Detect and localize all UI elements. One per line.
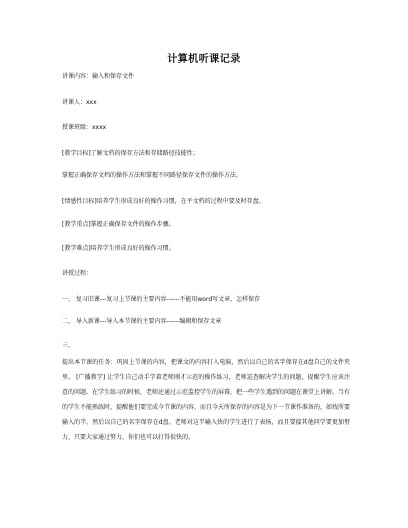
objective-difficulty: [教学难点]培养学生形成良好的操作习惯。 (62, 245, 175, 252)
field-lecturer: 讲课人：xxx (62, 99, 97, 106)
body-paragraph: 提出本节课的任务：巩固上节课的内容，把课文的内容打入电脑，然后以自己的名字保存在d盘自己的文件夹里。 [广播教学] 让学生自己动手学着老师刚才示范的操作练习，老师巡查解决学生的问题，提醒学生应该注意的问题。在学生练习的时候，老师还通过示范监控学生的屏幕，把一些学生遇到的问题在课堂上讲解。当有的学生不能熟练时，提醒他们要完成今节课的内容，而且今天所保存的内容是为下一节课作准备的，如找所要输入的半，然后以自己的名字保存在d盘。老师对这半输入快的学生进行了表扬，而且要接其他同学要更加努力，只要大家通过努力，你们也可以打得很快的。 (62, 359, 351, 441)
step-three: 三、 (62, 342, 75, 349)
objective-emotional: [情感性目标]培养学生形成良好的操作习惯，在平文档的过程中要及时存盘。 (62, 198, 265, 205)
step-review: 一、 复习旧课---复习上节课的主要内容------不能用word写文章，怎样保存 (62, 296, 261, 303)
objective-key-point: [教学重点]掌握正确保存文件的操作步骤。 (62, 221, 175, 228)
objective-teaching-goal: [教学目标]了解文档的保存方法和存储路径技能性； (62, 150, 199, 157)
field-lesson-content: 讲课内容：输入和保存文件 (62, 73, 135, 80)
field-class: 授课班级：xxxx (62, 124, 107, 131)
process-label: 讲授过程： (62, 270, 93, 277)
step-introduce: 二、 导入新课---导入本节课的主要内容------编辑和保存文章 (62, 318, 222, 325)
objective-skill: 掌握正确保存文档的操作方法和掌握不同路径保存文件的操作方法。 (62, 172, 243, 179)
document-title: 计算机听课记录 (167, 54, 241, 65)
